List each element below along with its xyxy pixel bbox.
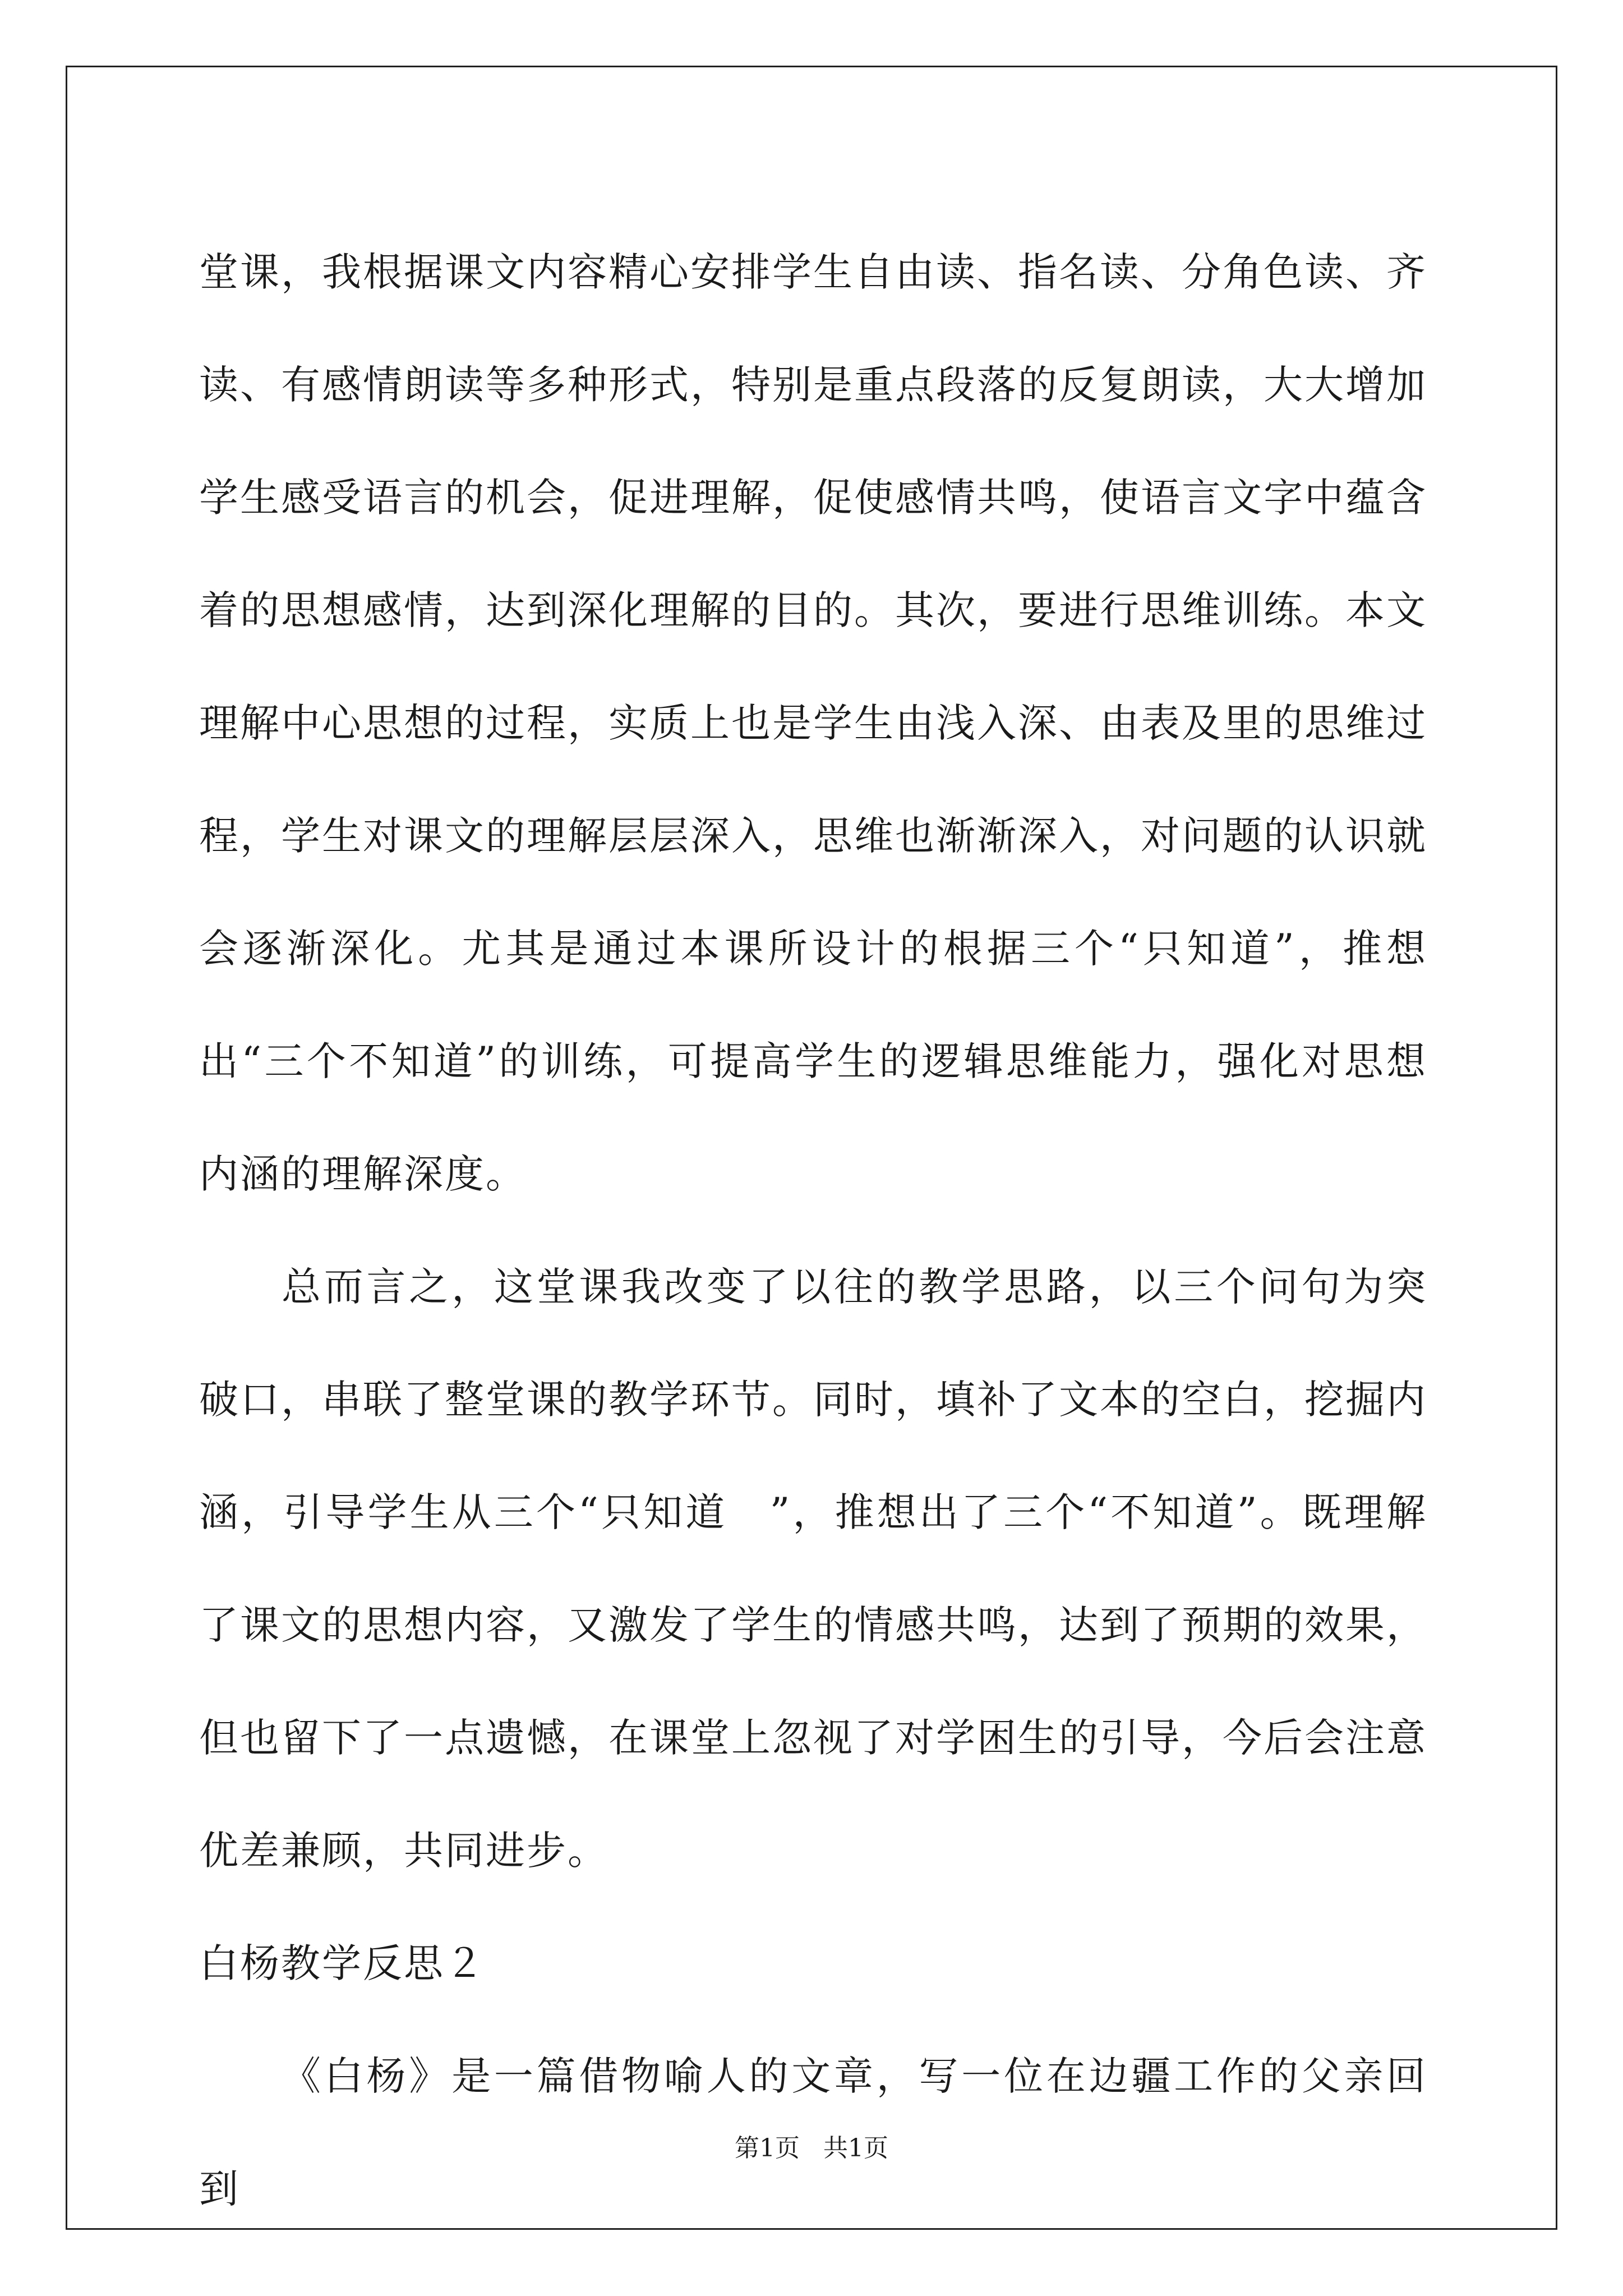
- section-heading: 白杨教学反思２: [199, 1940, 486, 1986]
- paragraph-continuation: 堂课，我根据课文内容精心安排学生自由读、指名读、分角色读、齐读、有感情朗读等多种形式，特别是重点段落的反复朗读，大大增加学生感受语言的机会，促进理解，促使感情共鸣，使语言文字中蕴含着的思想感情，达到深化理解的目的。其次，要进行思维训练。本文理解中心思想的过程，实质上也是学生由浅入深、由表及里的思维过程，学生对课文的理解层层深入，思维也渐渐深入，对问题的认识就会逐渐深化。尤其是通过本课所设计的根据三个“只知道”，推想出“三个不知道”的训练，可提高学生的逻辑思维能力，强化对思想内涵的理解深度。: [199, 249, 1427, 1197]
- paragraph-intro: 《白杨》是一篇借物喻人的文章，写一位在边疆工作的父亲回到: [199, 2053, 1427, 2212]
- page-number: 第1页: [735, 2134, 800, 2162]
- document-body: [199, 216, 1427, 2246]
- page-footer: [0, 2132, 1623, 2165]
- page-total: 共1页: [823, 2134, 888, 2162]
- paragraph-summary: 总而言之，这堂课我改变了以往的教学思路，以三个问句为突破口，串联了整堂课的教学环节。同时，填补了文本的空白，挖掘内涵，引导学生从三个“只知道 ”，推想出了三个“不知道”。既理解了课文的思想内容，又激发了学生的情感共鸣，达到了预期的效果，但也留下了一点遗憾，在课堂上忽视了对学困生的引导，今后会注意优差兼顾，共同进步。: [199, 1264, 1427, 1874]
